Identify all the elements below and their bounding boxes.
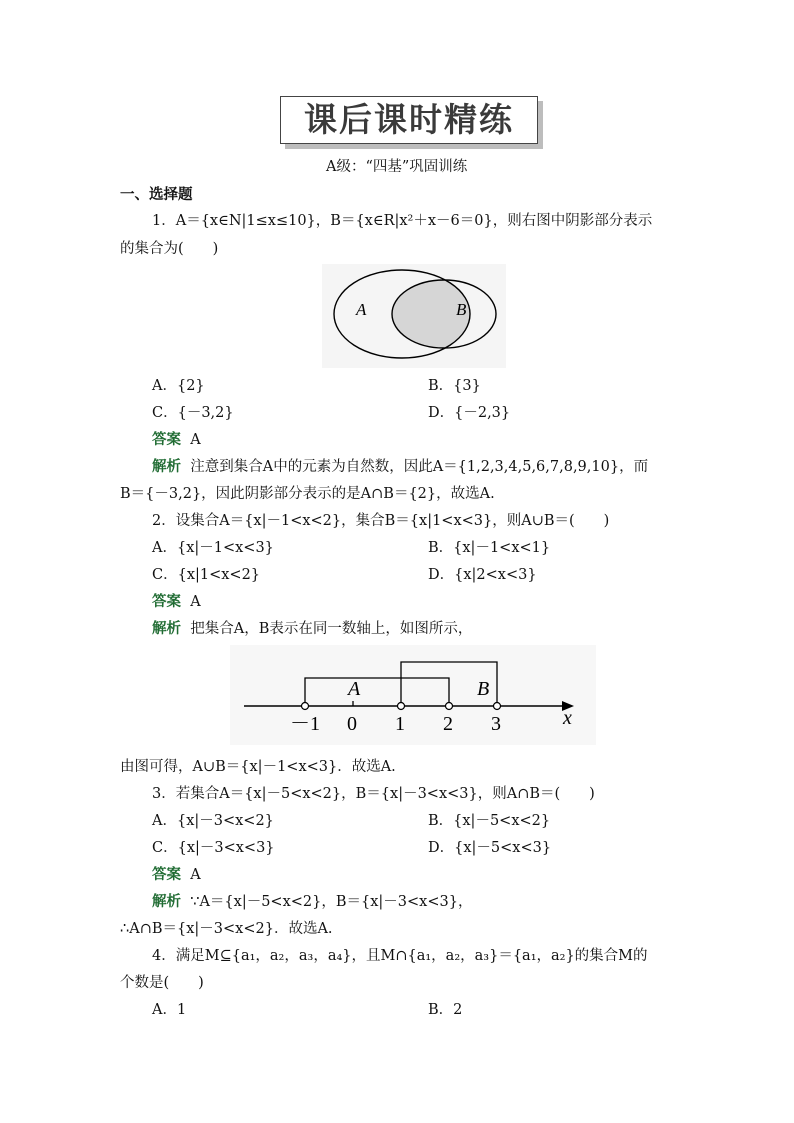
set-b-label: B	[477, 678, 490, 700]
q3-option-c: C．{x|－3<x<3}	[152, 840, 275, 856]
q2-option-c: C．{x|1<x<2}	[152, 567, 261, 583]
q2-conclusion: 由图可得，A∪B＝{x|－1<x<3}．故选A.	[120, 759, 396, 775]
page-title-box	[280, 96, 538, 144]
q1-answer-row	[152, 431, 201, 449]
open-point-1	[398, 703, 405, 710]
q3-analysis-row	[152, 893, 472, 911]
q2-analysis: 把集合A，B表示在同一数轴上，如图所示，	[190, 621, 473, 637]
q2-analysis-row	[152, 620, 472, 638]
q1-analysis-line2: B＝{－3,2}，因此阴影部分表示的是A∩B＝{2}，故选A.	[120, 486, 495, 502]
q2-answer-label: 答案	[152, 594, 181, 610]
q4-option-a: A．1	[152, 1002, 187, 1018]
q2-stem: 2．设集合A＝{x|－1<x<2}，集合B＝{x|1<x<3}，则A∪B＝( )	[152, 513, 610, 529]
q1-analysis-line1: 注意到集合A中的元素为自然数，因此A＝{1,2,3,4,5,6,7,8,9,10}，而	[190, 459, 649, 475]
set-a-label: A	[348, 678, 361, 700]
q1-answer: A	[190, 432, 201, 448]
number-line-diagram	[230, 645, 596, 745]
section-heading: 一、选择题	[120, 187, 193, 203]
q2-option-a: A．{x|－1<x<3}	[152, 540, 274, 556]
tick-label-1: 1	[395, 713, 405, 735]
q3-option-b: B．{x|－5<x<2}	[428, 813, 551, 829]
tick-label-2: 2	[443, 713, 453, 735]
q3-answer-row	[152, 866, 201, 884]
q2-analysis-label: 解析	[152, 621, 181, 637]
q3-analysis-line2: ∴A∩B＝{x|－3<x<2}．故选A.	[120, 921, 333, 937]
subtitle: A级：“四基”巩固训练	[326, 159, 468, 175]
tick-label-0: 0	[347, 713, 357, 735]
q3-analysis-line1: ∵A＝{x|－5<x<2}，B＝{x|－3<x<3}，	[190, 894, 473, 910]
q1-option-b: B．{3}	[428, 378, 481, 394]
open-point-neg1	[302, 703, 309, 710]
tick-label-neg1: －1	[290, 713, 320, 735]
q1-option-a: A．{2}	[152, 378, 205, 394]
open-point-3	[494, 703, 501, 710]
q3-stem: 3．若集合A＝{x|－5<x<2}，B＝{x|－3<x<3}，则A∩B＝( )	[152, 786, 595, 802]
open-point-2	[446, 703, 453, 710]
q3-analysis-label: 解析	[152, 894, 181, 910]
q3-answer-label: 答案	[152, 867, 181, 883]
q1-stem-line2: 的集合为( )	[120, 241, 219, 257]
venn-label-b: B	[456, 300, 467, 319]
q2-option-b: B．{x|－1<x<1}	[428, 540, 551, 556]
q1-option-d: D．{－2,3}	[428, 405, 511, 421]
q1-analysis-label: 解析	[152, 459, 181, 475]
q4-stem-line2: 个数是( )	[120, 975, 204, 991]
q1-option-c: C．{－3,2}	[152, 405, 234, 421]
q1-answer-label: 答案	[152, 432, 181, 448]
q2-option-d: D．{x|2<x<3}	[428, 567, 537, 583]
page-title: 课后课时精练	[304, 100, 514, 139]
q4-option-b: B．2	[428, 1002, 463, 1018]
q2-answer: A	[190, 594, 201, 610]
tick-label-3: 3	[491, 713, 501, 735]
q4-stem-line1: 4．满足M⊆{a₁，a₂，a₃，a₄}，且M∩{a₁，a₂，a₃}＝{a₁，a₂}的集合M的	[152, 948, 648, 964]
q1-analysis-row	[152, 458, 648, 476]
q2-answer-row	[152, 593, 201, 611]
q3-option-d: D．{x|－5<x<3}	[428, 840, 552, 856]
axis-variable: x	[563, 707, 572, 729]
q3-answer: A	[190, 867, 201, 883]
venn-label-a: A	[356, 300, 367, 319]
venn-diagram	[322, 264, 506, 368]
q3-option-a: A．{x|－3<x<2}	[152, 813, 274, 829]
q1-stem-line1: 1．A＝{x∈N|1≤x≤10}，B＝{x∈R|x²＋x－6＝0}，则右图中阴影部分表示	[152, 213, 653, 229]
